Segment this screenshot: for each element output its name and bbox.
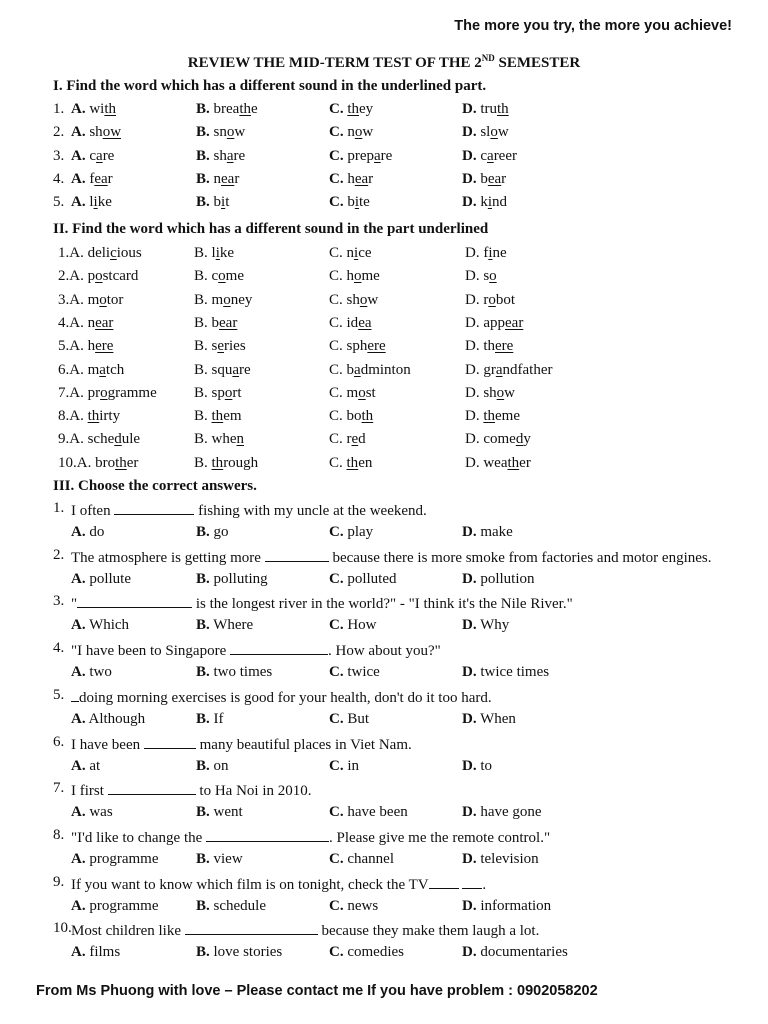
option: C. bite xyxy=(329,194,370,211)
underlined-part: i xyxy=(354,194,360,211)
option-letter: A. xyxy=(71,664,86,681)
option-letter: D. xyxy=(462,147,477,164)
option-letter: A. xyxy=(71,170,86,187)
underlined-part: a xyxy=(232,361,240,378)
question-text: I have been many beautiful places in Viet Nam. xyxy=(71,734,412,754)
option-letter: B. xyxy=(196,147,210,164)
underlined-part: th xyxy=(87,408,100,425)
option: D. so xyxy=(465,268,497,285)
option: B. Where xyxy=(196,617,254,634)
option: D. career xyxy=(462,147,517,164)
option: D. make xyxy=(462,524,513,540)
question-text: I often fishing with my uncle at the weekend. xyxy=(71,500,427,520)
underlined-part: a xyxy=(487,147,494,164)
underlined-part: i xyxy=(354,245,359,261)
option: D. fine xyxy=(465,245,507,261)
option: B. view xyxy=(196,850,243,867)
underlined-part: o xyxy=(358,384,366,401)
option: A. two xyxy=(71,664,112,681)
page-title: REVIEW THE MID-TERM TEST OF THE 2ND SEMESTER xyxy=(187,53,581,71)
underlined-part: o xyxy=(224,384,233,401)
underlined-part: o xyxy=(490,124,498,141)
option-letter: D. xyxy=(462,757,477,774)
option: B. schedule xyxy=(196,897,266,914)
option: D. appear xyxy=(465,314,524,331)
question-number: 3. xyxy=(53,147,65,164)
question-text: The atmosphere is getting more because there is more smoke from factories and motor engines. xyxy=(71,547,712,567)
option: C. sphere xyxy=(329,338,386,355)
option: A. films xyxy=(71,944,121,961)
option: C. prepare xyxy=(329,147,393,164)
option: D. slow xyxy=(462,124,509,141)
option: B. two times xyxy=(196,664,273,681)
option: A. Although xyxy=(71,710,146,727)
option-letter: C. xyxy=(329,804,344,821)
option: C. How xyxy=(329,617,377,634)
question-number: 6. xyxy=(53,733,65,750)
question-text: "I have been to Singapore . How about you?" xyxy=(71,640,441,660)
option: C. idea xyxy=(329,314,372,331)
answer-blank xyxy=(114,500,194,515)
question-text: I first to Ha Noi in 2010. xyxy=(71,780,312,800)
underlined-part: th xyxy=(361,408,374,425)
option: 9.A. schedule xyxy=(58,431,141,448)
option-letter: C. xyxy=(329,757,344,774)
option: A. show xyxy=(71,124,122,141)
option: D. theme xyxy=(465,408,520,425)
option: 8.A. thirty xyxy=(58,408,121,425)
underlined-part: i xyxy=(215,245,220,261)
option: A. like xyxy=(71,194,112,211)
option-letter: B. xyxy=(196,194,210,211)
option: C. in xyxy=(329,757,360,774)
underlined-part: a xyxy=(226,147,234,164)
option: C. both xyxy=(329,408,374,425)
underlined-part: d xyxy=(114,431,122,448)
answer-blank xyxy=(108,780,196,795)
underlined-part: o xyxy=(218,268,226,285)
option: D. robot xyxy=(465,291,515,308)
option: B. through xyxy=(194,454,259,471)
option: D. kind xyxy=(462,194,508,211)
question-number: 9. xyxy=(53,873,65,890)
answer-blank xyxy=(265,547,329,562)
option: D. When xyxy=(462,710,516,727)
underlined-part: o xyxy=(226,124,235,141)
option-letter: D. xyxy=(462,170,477,187)
option-letter: B. xyxy=(196,710,210,727)
option-letter: A. xyxy=(71,617,86,634)
option-letter: C. xyxy=(329,194,344,211)
option: C. have been xyxy=(329,804,408,821)
option-letter: A. xyxy=(71,194,86,211)
option-letter: C. xyxy=(329,570,344,587)
option-letter: D. xyxy=(462,194,477,211)
option: 2.A. postcard xyxy=(58,268,139,285)
option-letter: C. xyxy=(329,147,344,164)
underlined-part: th xyxy=(115,454,127,471)
underlined-part: ear xyxy=(505,314,524,331)
option-letter: C. xyxy=(329,850,344,867)
underlined-part: ea xyxy=(487,170,502,187)
option: D. to xyxy=(462,757,493,774)
underlined-part: i xyxy=(221,194,226,211)
option: A. programme xyxy=(71,897,159,914)
option: C. show xyxy=(329,291,379,308)
option-letter: B. xyxy=(196,897,210,914)
option-letter: C. xyxy=(329,710,344,727)
option: C. nice xyxy=(329,245,372,261)
underlined-part: th xyxy=(211,454,224,471)
option: D. weather xyxy=(465,454,531,471)
option-letter: B. xyxy=(196,617,210,634)
option: B. series xyxy=(194,338,246,355)
answer-blank xyxy=(206,827,329,842)
underlined-part: i xyxy=(93,194,98,211)
option: C. home xyxy=(329,268,380,285)
option-letter: D. xyxy=(462,710,477,727)
underlined-part: th xyxy=(211,408,224,425)
option-letter: B. xyxy=(196,757,210,774)
option-letter: A. xyxy=(71,710,86,727)
option-letter: B. xyxy=(196,944,210,961)
option-letter: C. xyxy=(329,664,344,681)
option: A. do xyxy=(71,524,105,540)
answer-blank xyxy=(230,640,328,655)
question-number: 10. xyxy=(53,920,72,937)
question-number: 1. xyxy=(53,101,65,117)
option: C. twice xyxy=(329,664,380,681)
option-letter: C. xyxy=(329,897,344,914)
option: B. love stories xyxy=(196,944,283,961)
underlined-part: th xyxy=(347,101,360,117)
underlined-part: o xyxy=(489,268,497,285)
option-letter: C. xyxy=(329,124,344,141)
option: A. pollute xyxy=(71,570,132,587)
section-heading: II. Find the word which has a different sound in the part underlined xyxy=(53,221,489,237)
underlined-part: o xyxy=(496,384,505,401)
option: A. programme xyxy=(71,850,159,867)
option: D. comedy xyxy=(465,431,531,448)
answer-blank xyxy=(144,734,196,749)
underlined-part: o xyxy=(354,268,362,285)
option-letter: C. xyxy=(329,617,344,634)
option: D. there xyxy=(465,338,514,355)
option: D. show xyxy=(465,384,516,401)
question-number: 3. xyxy=(53,593,65,610)
option-letter: B. xyxy=(196,850,210,867)
option: B. them xyxy=(194,408,242,425)
option: D. grandfather xyxy=(465,361,553,378)
option-letter: A. xyxy=(71,524,86,540)
question-number: 8. xyxy=(53,826,65,843)
underlined-part: o xyxy=(354,124,363,141)
underlined-part: e xyxy=(351,431,359,448)
option: B. share xyxy=(196,147,246,164)
underlined-part: th xyxy=(346,454,359,471)
option-letter: A. xyxy=(71,757,86,774)
option: C. channel xyxy=(329,850,394,867)
underlined-part: o xyxy=(95,268,103,285)
option: B. like xyxy=(194,245,235,261)
underlined-part: i xyxy=(488,245,493,261)
underlined-part: n xyxy=(236,431,244,448)
underlined-part: a xyxy=(96,147,103,164)
option: B. went xyxy=(196,804,243,821)
option: B. come xyxy=(194,268,244,285)
option: C. play xyxy=(329,524,374,540)
section-heading: III. Choose the correct answers. xyxy=(53,478,257,494)
underlined-part: ear xyxy=(219,314,238,331)
question-number: 2. xyxy=(53,546,65,563)
option: B. sport xyxy=(194,384,242,401)
option-letter: A. xyxy=(71,570,86,587)
option-letter: B. xyxy=(196,170,210,187)
underlined-part: ere xyxy=(495,338,514,355)
underlined-part: ere xyxy=(367,338,386,355)
underlined-part: o xyxy=(99,291,107,308)
option: D. bear xyxy=(462,170,507,187)
option: D. television xyxy=(462,850,539,867)
option: C. red xyxy=(329,431,366,448)
option: A. at xyxy=(71,757,101,774)
section-heading: I. Find the word which has a different sound in the underlined part. xyxy=(53,78,487,94)
underlined-part: th xyxy=(104,101,117,117)
option-letter: B. xyxy=(196,101,210,117)
option: A. Which xyxy=(71,617,130,634)
question-text: If you want to know which film is on tonight, check the TV . xyxy=(71,874,486,894)
question-number: 4. xyxy=(53,640,65,657)
option: C. then xyxy=(329,454,373,471)
underlined-part: a xyxy=(495,361,503,378)
option-letter: D. xyxy=(462,570,477,587)
question-text: doing morning exercises is good for your health, don't do it too hard. xyxy=(71,687,492,707)
option-letter: C. xyxy=(329,524,344,540)
option: A. with xyxy=(71,101,117,117)
underlined-part: ea xyxy=(354,170,369,187)
option-letter: A. xyxy=(71,124,86,141)
answer-blank xyxy=(429,874,459,889)
answer-blank xyxy=(77,593,192,608)
option-letter: D. xyxy=(462,617,477,634)
option: B. money xyxy=(194,291,253,308)
underlined-part: th xyxy=(483,408,496,425)
footer-contact: From Ms Phuong with love – Please contact me If you have problem : 0902058202 xyxy=(36,983,598,999)
underlined-part: ow xyxy=(102,124,122,141)
underlined-part: o xyxy=(223,291,231,308)
answer-blank xyxy=(462,874,482,889)
option: B. bit xyxy=(196,194,230,211)
option-letter: A. xyxy=(71,804,86,821)
option-letter: C. xyxy=(329,170,344,187)
option: C. most xyxy=(329,384,376,401)
option: 10.A. brother xyxy=(58,454,139,471)
underlined-part: o xyxy=(100,384,108,401)
underlined-part: d xyxy=(515,431,524,448)
option: A. care xyxy=(71,147,115,164)
option: C. polluted xyxy=(329,570,397,587)
option: C. badminton xyxy=(329,361,411,378)
option: 7.A. programme xyxy=(58,384,157,401)
underlined-part: ear xyxy=(95,314,114,331)
option: 6.A. match xyxy=(58,361,125,378)
option-letter: A. xyxy=(71,101,86,117)
option: B. when xyxy=(194,431,244,448)
option-letter: D. xyxy=(462,124,477,141)
underlined-part: i xyxy=(487,194,493,211)
underlined-part: ere xyxy=(95,338,114,355)
option: C. comedies xyxy=(329,944,404,961)
option-letter: B. xyxy=(196,524,210,540)
underlined-part: c xyxy=(110,245,117,261)
option-letter: D. xyxy=(462,944,477,961)
underlined-part: a xyxy=(99,361,106,378)
question-number: 1. xyxy=(53,500,65,516)
option: D. have gone xyxy=(462,804,542,821)
question-number: 5. xyxy=(53,194,65,211)
option: D. twice times xyxy=(462,664,550,681)
option: 1.A. delicious xyxy=(58,245,142,261)
option-letter: D. xyxy=(462,897,477,914)
underlined-part: e xyxy=(217,338,225,355)
option-letter: C. xyxy=(329,944,344,961)
option: C. they xyxy=(329,101,374,117)
question-text: Most children like because they make them laugh a lot. xyxy=(71,920,539,940)
underlined-part: o xyxy=(488,291,496,308)
question-number: 4. xyxy=(53,170,65,187)
answer-blank xyxy=(185,920,318,935)
question-text: "I'd like to change the . Please give me the remote control." xyxy=(71,827,550,847)
underlined-part: ea xyxy=(221,170,235,187)
underlined-part: a xyxy=(374,147,381,164)
option-letter: A. xyxy=(71,147,86,164)
option: 3.A. motor xyxy=(58,291,124,308)
option-letter: D. xyxy=(462,524,477,540)
option: B. on xyxy=(196,757,229,774)
option: B. breathe xyxy=(196,101,258,117)
option: D. pollution xyxy=(462,570,535,587)
option: B. snow xyxy=(196,124,246,141)
option: C. news xyxy=(329,897,379,914)
underlined-part: th xyxy=(239,101,251,117)
question-text: " is the longest river in the world?" - "I think it's the Nile River." xyxy=(71,593,573,613)
option-letter: B. xyxy=(196,804,210,821)
underlined-part: th xyxy=(497,101,509,117)
option: D. truth xyxy=(462,101,509,117)
underlined-part: ea xyxy=(358,314,372,331)
option-letter: D. xyxy=(462,101,477,117)
option-letter: B. xyxy=(196,124,210,141)
option-letter: C. xyxy=(329,101,344,117)
option-letter: D. xyxy=(462,804,477,821)
motto: The more you try, the more you achieve! xyxy=(454,18,732,34)
option: D. documentaries xyxy=(462,944,568,961)
option-letter: B. xyxy=(196,570,210,587)
option: C. hear xyxy=(329,170,374,187)
underlined-part: a xyxy=(354,361,361,378)
option: 4.A. near xyxy=(58,314,114,331)
question-number: 7. xyxy=(53,780,65,797)
option: D. information xyxy=(462,897,552,914)
underlined-part: ea xyxy=(94,170,108,187)
option-letter: B. xyxy=(196,664,210,681)
option: B. square xyxy=(194,361,251,378)
option: A. fear xyxy=(71,170,113,187)
option: B. polluting xyxy=(196,570,268,587)
option: D. Why xyxy=(462,617,510,634)
question-number: 5. xyxy=(53,686,65,703)
answer-blank xyxy=(71,687,79,702)
question-number: 2. xyxy=(53,124,65,141)
option-letter: D. xyxy=(462,850,477,867)
option-letter: A. xyxy=(71,897,86,914)
option: C. But xyxy=(329,710,370,727)
option-letter: D. xyxy=(462,664,477,681)
option: B. near xyxy=(196,170,240,187)
option: B. go xyxy=(196,524,229,540)
option: B. bear xyxy=(194,314,238,331)
option: C. now xyxy=(329,124,374,141)
underlined-part: th xyxy=(507,454,520,471)
option-letter: A. xyxy=(71,850,86,867)
underlined-part: o xyxy=(359,291,368,308)
option: 5.A. here xyxy=(58,338,114,355)
option-letter: A. xyxy=(71,944,86,961)
option: A. was xyxy=(71,804,113,821)
option: B. If xyxy=(196,710,224,727)
